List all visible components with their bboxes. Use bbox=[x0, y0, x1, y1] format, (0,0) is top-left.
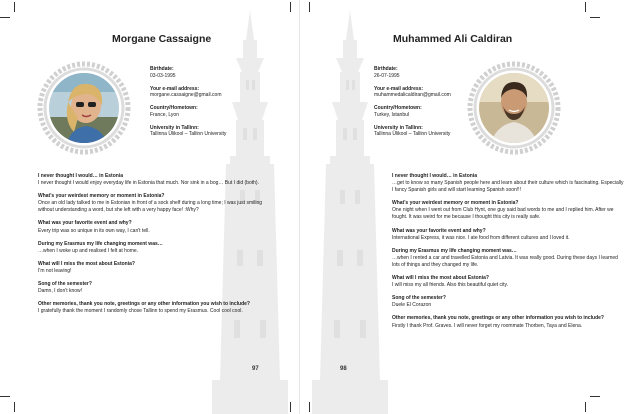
question: What's your weirdest memory or moment in Estonia? bbox=[392, 200, 519, 207]
info-label: Birthdate: bbox=[150, 66, 174, 72]
info-label: Your e-mail address: bbox=[374, 85, 424, 92]
answer: Duele El Corazon bbox=[392, 302, 432, 309]
answer: I will miss my all friends. Also this beautiful quiet city. bbox=[392, 282, 509, 289]
question: I never thought I would… in Estonia bbox=[38, 173, 123, 179]
info-label: Country/Hometown: bbox=[374, 105, 422, 111]
page-number: 98 bbox=[340, 366, 347, 372]
portrait-image bbox=[468, 62, 560, 154]
answer: International Express, it was nice. I ate food from different cultures and I loved it. bbox=[392, 234, 570, 241]
question: Other memories, thank you note, greetings or any other information you wish to include? bbox=[392, 315, 604, 322]
info-label: Country/Hometown: bbox=[150, 105, 198, 111]
question: Song of the semester? bbox=[392, 295, 446, 302]
answer: Firstly I thank Prof. Graves. I will never forget my roommate Thorben, Taya and Elena. bbox=[392, 322, 583, 329]
university-value: Tallinna Ülikool – Tallinn University bbox=[150, 131, 227, 138]
birthdate-value: 26-07-1995 bbox=[374, 72, 400, 79]
profile-photo bbox=[468, 62, 560, 154]
answer: Every trip was so unique in its own way, I can't tell. bbox=[38, 227, 150, 234]
profile-photo bbox=[38, 62, 130, 154]
hometown-value: France, Lyon bbox=[150, 111, 179, 118]
question: During my Erasmus my life changing moment was… bbox=[392, 247, 517, 254]
hometown-value: Turkey, Istanbul bbox=[374, 111, 410, 118]
email-value: morgane.cassaigne@gmail.com bbox=[150, 92, 222, 99]
question: During my Erasmus my life changing moment was… bbox=[38, 240, 163, 247]
person-name: Muhammed Ali Caldiran bbox=[393, 33, 513, 45]
portrait-image bbox=[38, 62, 130, 154]
question: What's your weirdest memory or moment in Estonia? bbox=[38, 193, 165, 200]
left-page bbox=[0, 0, 300, 414]
birthdate-value: 03-03-1995 bbox=[150, 72, 176, 79]
answer: …get to know so many Spanish people here and learn about their culture which is fascinating. Especially I fancy Spanish girls and will start learning Spanish soon!!! bbox=[392, 180, 624, 194]
question: What was your favorite event and why? bbox=[38, 220, 132, 227]
university-value: Tallinna Ülikool – Tallinn University bbox=[374, 131, 451, 138]
info-label: University in Tallinn: bbox=[150, 124, 199, 131]
info-label: University in Tallinn: bbox=[374, 124, 423, 131]
page-number: 97 bbox=[252, 366, 259, 372]
questionnaire bbox=[38, 173, 270, 315]
info-label: Birthdate: bbox=[374, 66, 398, 72]
question: Other memories, thank you note, greetings or any other information you wish to include? bbox=[38, 301, 250, 308]
question: What was your favorite event and why? bbox=[392, 227, 486, 234]
answer: Damn, I don't know! bbox=[38, 288, 83, 295]
question: What will I miss the most about Estonia? bbox=[392, 275, 489, 282]
questionnaire bbox=[392, 173, 624, 330]
question: What will I miss the most about Estonia? bbox=[38, 260, 135, 267]
question: Song of the semester? bbox=[38, 281, 92, 288]
right-page bbox=[300, 0, 624, 414]
answer: …when I woke up and realised I felt at home. bbox=[38, 247, 139, 254]
profile-info bbox=[374, 66, 470, 144]
answer: I gratefully thank the moment I randomly chose Tallinn to spend my Erasmus. Cool cool cool. bbox=[38, 308, 243, 315]
question: I never thought I would… in Estonia bbox=[392, 173, 477, 179]
answer: I never thought I would enjoy everyday life in Estonia that much. Nor sink in a bog… But I did (both). bbox=[38, 180, 259, 187]
answer: One night when I went out from Club Hynt, one guy said bad words to me and I replied him. After we fought. It was weird for me because I thought this city is really safe. bbox=[392, 207, 614, 221]
profile-info bbox=[150, 66, 246, 144]
info-label: Your e-mail address: bbox=[150, 85, 200, 92]
email-value: muhammedalicaldiran@gmail.com bbox=[374, 92, 451, 99]
answer: I'm not leaving! bbox=[38, 267, 72, 274]
person-name: Morgane Cassaigne bbox=[112, 33, 212, 45]
answer: …when I rented a car and travelled Estonia and Latvia. It was really good. During these days I learned lots of things and they changed my life. bbox=[392, 254, 618, 268]
answer: Once an old lady talked to me in Estonian in front of a sock shelf during a long time; I was just smiling without understanding a word, but she left with a very happy face! :Why? bbox=[38, 200, 263, 214]
